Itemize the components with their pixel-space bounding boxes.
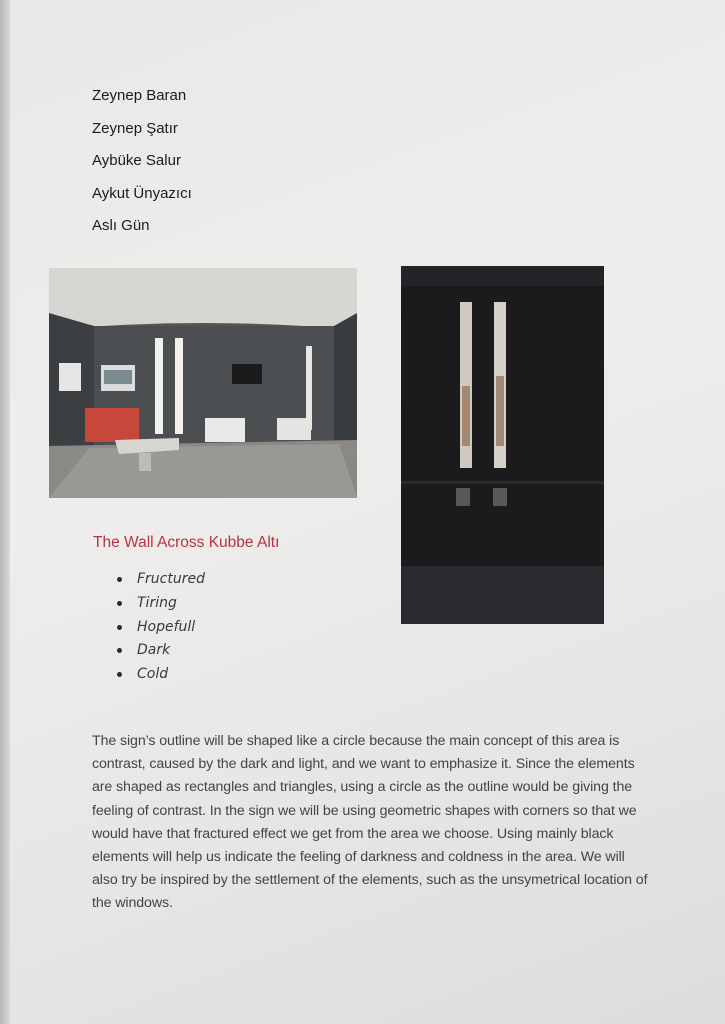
author-name: Aykut Ünyazıcı xyxy=(92,184,192,202)
author-list xyxy=(92,84,192,247)
hall-interior-photo xyxy=(49,268,357,498)
concept-paragraph: The sign’s outline will be shaped like a circle because the main concept of this area is contrast, caused by the dark and light, and we want to emphasize it. Since the elements are shaped as rectangles and triangles, using a circle as the outline would be giving the feeling of contrast. In the sign we will be using geometric shapes with corners so that we would have that fractured effect we get from the area we choose. Using mainly black elements will help us indicate the feeling of darkness and coldness in the area. We will also try be inspired by the settlement of the elements, such as the unsymetrical location of the windows. xyxy=(92,733,648,912)
section-title: The Wall Across Kubbe Altı xyxy=(93,534,280,551)
list-item: Cold xyxy=(117,663,205,687)
list-item: Tiring xyxy=(117,592,205,616)
author-name: Zeynep Baran xyxy=(92,87,187,104)
adjective-list xyxy=(117,568,205,687)
list-item: Hopefull xyxy=(117,616,205,640)
list-item: Fructured xyxy=(117,568,205,592)
list-item: Dark xyxy=(117,639,205,663)
dark-wall-windows-photo xyxy=(401,266,604,624)
author-name: Aybüke Salur xyxy=(92,152,181,169)
author-name: Zeynep Şatır xyxy=(92,119,178,137)
author-name: Aslı Gün xyxy=(92,217,150,234)
